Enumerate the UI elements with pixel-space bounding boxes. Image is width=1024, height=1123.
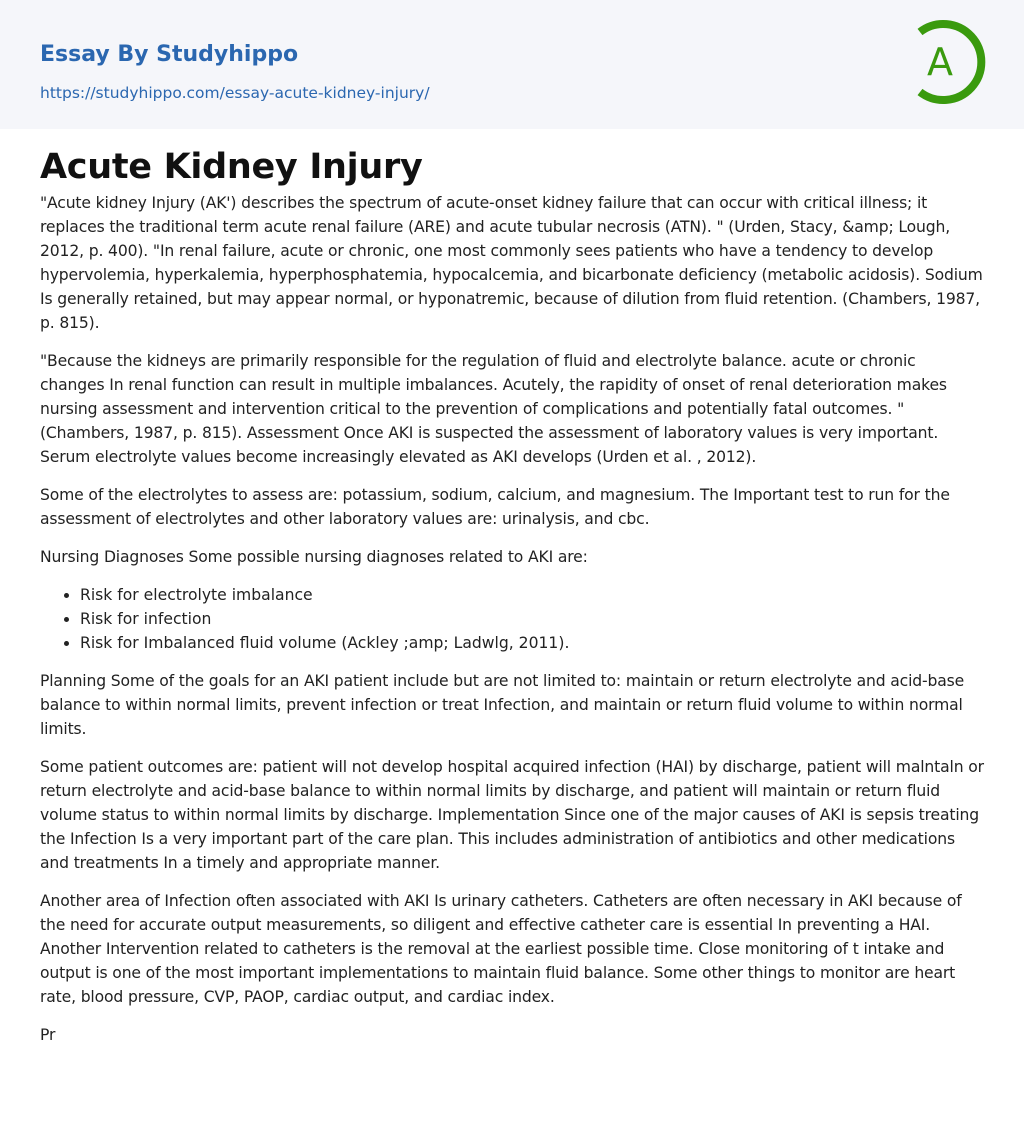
article-title: Acute Kidney Injury xyxy=(40,147,423,187)
paragraph: "Because the kidneys are primarily responsible for the regulation of fluid and electrolyte balance. acute or chronic changes In renal function can result in multiple imbalances. Acutely, the rapidity of onset of renal deterioration makes nursing assessment and intervention critical to the prevention of complications and potentially fatal outcomes. " (Chambers, 1987, p. 815). Assessment Once AKI is suspected the assessment of laboratory values is very important. Serum electrolyte values become increasingly elevated as AKI develops (Urden et al. , 2012). xyxy=(40,352,947,466)
list-item: • Risk for infection xyxy=(80,607,984,631)
nursing-diagnoses-list xyxy=(40,583,984,655)
paragraph: Some patient outcomes are: patient will not develop hospital acquired infection (HAI) by discharge, patient will malntaln or return electrolyte and acid-base balance to within normal limits by discharge, and patient will maintain or return fluid volume status to within normal limits by discharge. Implementation Since one of the major causes of AKI is sepsis treating the Infection Is a very important part of the care plan. This includes administration of antibiotics and other medications and treatments In a timely and appropriate manner. xyxy=(40,758,984,872)
svg-text:A: A xyxy=(927,40,953,84)
paragraph: Nursing Diagnoses Some possible nursing diagnoses related to AKI are: xyxy=(40,548,588,566)
paragraph: Another area of Infection often associated with AKI Is urinary catheters. Catheters are often necessary in AKI because of the need for accurate output measurements, so diligent and effective catheter care is essential In preventing a HAI. Another Intervention related to catheters is the removal at the earliest possible time. Close monitoring of t intake and output is one of the most important implementations to maintain fluid balance. Some other things to monitor are heart rate, blood pressure, CVP, PAOP, cardiac output, and cardiac index. xyxy=(40,892,962,1006)
list-item: • Risk for Imbalanced fluid volume (Ackley ;amp; Ladwlg, 2011). xyxy=(80,631,984,655)
paragraph: Planning Some of the goals for an AKI patient include but are not limited to: maintain or return electrolyte and acid-base balance to within normal limits, prevent infection or treat Infection, and maintain or return fluid volume to within normal limits. xyxy=(40,672,965,738)
brand-title: Essay By Studyhippo xyxy=(40,42,299,67)
site-header xyxy=(0,0,1024,129)
paragraph-truncated: Pr xyxy=(40,1026,56,1044)
list-item: • Risk for electrolyte imbalance xyxy=(80,583,984,607)
article xyxy=(0,147,1024,1047)
paragraph: Some of the electrolytes to assess are: potassium, sodium, calcium, and magnesium. The Important test to run for the assessment of electrolytes and other laboratory values are: urinalysis, and cbc. xyxy=(40,486,950,528)
studyhippo-logo-icon[interactable] xyxy=(910,18,986,106)
paragraph: "Acute kidney Injury (AK') describes the spectrum of acute-onset kidney failure that can occur with critical illness; it replaces the traditional term acute renal failure (ARE) and acute tubular necrosis (ATN). " (Urden, Stacy, &amp; Lough, 2012, p. 400). "In renal failure, acute or chronic, one most commonly sees patients who have a tendency to develop hypervolemia, hyperkalemia, hyperphosphatemia, hypocalcemia, and bicarbonate deficiency (metabolic acidosis). Sodium Is generally retained, but may appear normal, or hyponatremic, because of dilution from fluid retention. (Chambers, 1987, p. 815). xyxy=(40,194,983,332)
essay-url-link[interactable]: https://studyhippo.com/essay-acute-kidney-injury/ xyxy=(40,84,430,102)
